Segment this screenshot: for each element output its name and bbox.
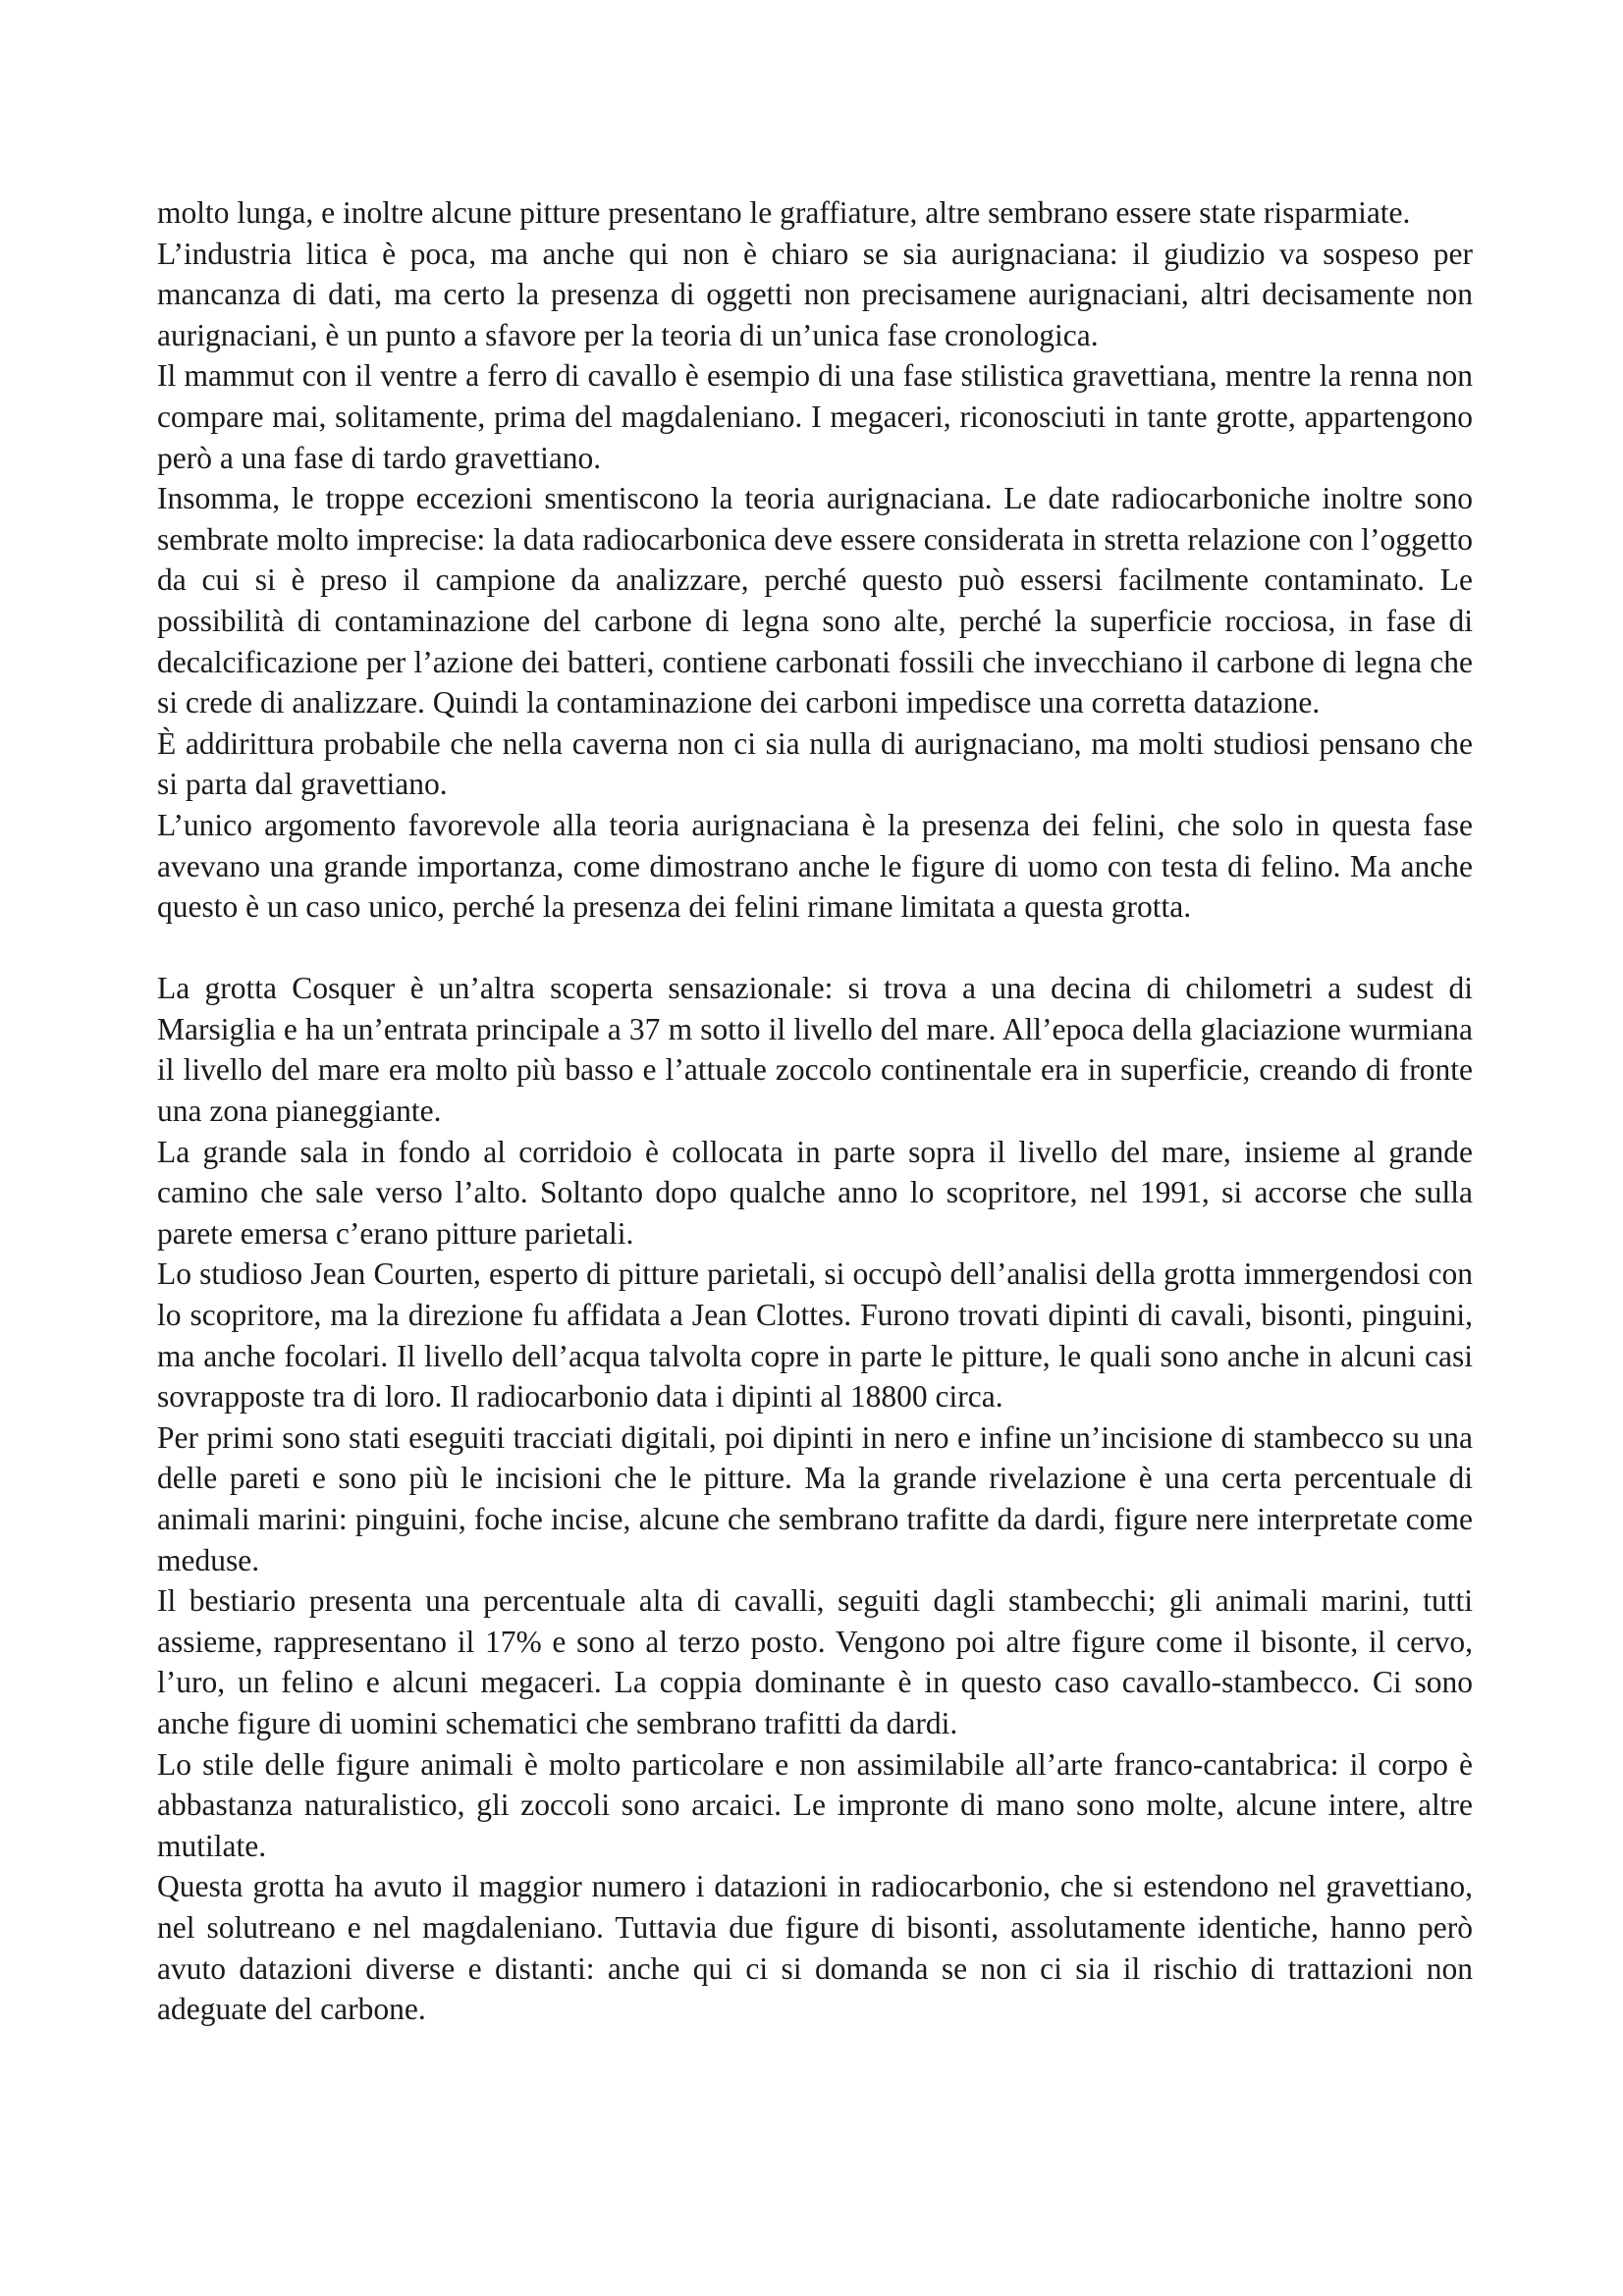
paragraph-mammoth-style: Il mammut con il ventre a ferro di cavallo è esempio di una fase stilistica gravettiana, mentre la renna non compare mai, solitamente, prima del magdaleniano. I megaceri, riconosciuti in tante grotte, appartengono però a una fase di tardo gravettiano. [157, 358, 1473, 475]
paragraph-radiocarbon-contamination: Insomma, le troppe eccezioni smentiscono la teoria aurignaciana. Le date radiocarboniche inoltre sono sembrate molto imprecise: la data radiocarbonica deve essere considerata in stretta relazione con l’oggetto da cui si è preso il campione da analizzare, perché questo può essersi facilmente contaminato. Le possibilità di contaminazione del carbone di legna sono alte, perché la superficie rocciosa, in fase di decalcificazione per l’azione dei batteri, contiene carbonati fossili che invecchiano il carbone di legna che si crede di analizzare. Quindi la contaminazione dei carboni impedisce una corretta datazione. [157, 481, 1473, 721]
paragraph-animal-style: Lo stile delle figure animali è molto particolare e non assimilabile all’arte franco-cantabrica: il corpo è abbastanza naturalistico, gli zoccoli sono arcaici. Le impronte di mano sono molte, alcune intere, altre mutilate. [157, 1746, 1473, 1863]
document-body [157, 192, 1473, 2030]
paragraph-cosquer-intro: La grotta Cosquer è un’altra scoperta sensazionale: si trova a una decina di chilometri a sudest di Marsiglia e ha un’entrata principale a 37 m sotto il livello del mare. All’epoca della glaciazione wurmiana il livello del mare era molto più basso e l’attuale zoccolo continentale era in superficie, creando di fronte una zona pianeggiante. [157, 971, 1473, 1129]
paragraph-felines-argument: L’unico argomento favorevole alla teoria aurignaciana è la presenza dei felini, che solo in questa fase avevano una grande importanza, come dimostrano anche le figure di uomo con testa di felino. Ma anche questo è un caso unico, perché la presenza dei felini rimane limitata a questa grotta. [157, 807, 1473, 925]
paragraph-bestiary: Il bestiario presenta una percentuale alta di cavalli, seguiti dagli stambecchi; gli animali marini, tutti assieme, rappresentano il 17% e sono al terzo posto. Vengono poi altre figure come il bisonte, il cervo, l’uro, un felino e alcuni megaceri. La coppia dominante è in questo caso cavallo-stambecco. Ci sono anche figure di uomini schematici che sembrano trafitti da dardi. [157, 1583, 1473, 1740]
paragraph-gravettian-start: È addirittura probabile che nella caverna non ci sia nulla di aurignaciano, ma molti studiosi pensano che si parta dal gravettiano. [157, 725, 1473, 802]
paragraph-great-hall: La grande sala in fondo al corridoio è collocata in parte sopra il livello del mare, insieme al grande camino che sale verso l’alto. Soltanto dopo qualche anno lo scopritore, nel 1991, si accorse che sulla parete emersa c’erano pitture parietali. [157, 1134, 1473, 1251]
paragraph-lithic-industry: L’industria litica è poca, ma anche qui non è chiaro se sia aurignaciana: il giudizio va sospeso per mancanza di dati, ma certo la presenza di oggetti non precisamene aurignaciani, altri decisamente non aurignaciani, è un punto a sfavore per la teoria di un’unica fase cronologica. [157, 236, 1473, 352]
paragraph-painting-scratches: molto lunga, e inoltre alcune pitture presentano le graffiature, altre sembrano essere state risparmiate. [157, 195, 1411, 230]
paragraph-courten-clottes: Lo studioso Jean Courten, esperto di pitture parietali, si occupò dell’analisi della grotta immergendosi con lo scopritore, ma la direzione fu affidata a Jean Clottes. Furono trovati dipinti di cavali, bisonti, pinguini, ma anche focolari. Il livello dell’acqua talvolta copre in parte le pitture, le quali sono anche in alcuni casi sovrapposte tra di loro. Il radiocarbonio data i dipinti al 18800 circa. [157, 1256, 1473, 1415]
paragraph-dating-bison: Questa grotta ha avuto il maggior numero i datazioni in radiocarbonio, che si estendono nel gravettiano, nel solutreano e nel magdaleniano. Tuttavia due figure di bisonti, assolutamente identiche, hanno però avuto datazioni diverse e distanti: anche qui ci si domanda se non ci sia il rischio di trattazioni non adeguate del carbone. [157, 1869, 1473, 2027]
section-spacer [157, 928, 1473, 969]
paragraph-marine-animals: Per primi sono stati eseguiti tracciati digitali, poi dipinti in nero e infine un’incisione di stambecco su una delle pareti e sono più le incisioni che le pitture. Ma la grande rivelazione è una certa percentuale di animali marini: pinguini, foche incise, alcune che sembrano trafitte da dardi, figure nere interpretate come meduse. [157, 1419, 1473, 1577]
